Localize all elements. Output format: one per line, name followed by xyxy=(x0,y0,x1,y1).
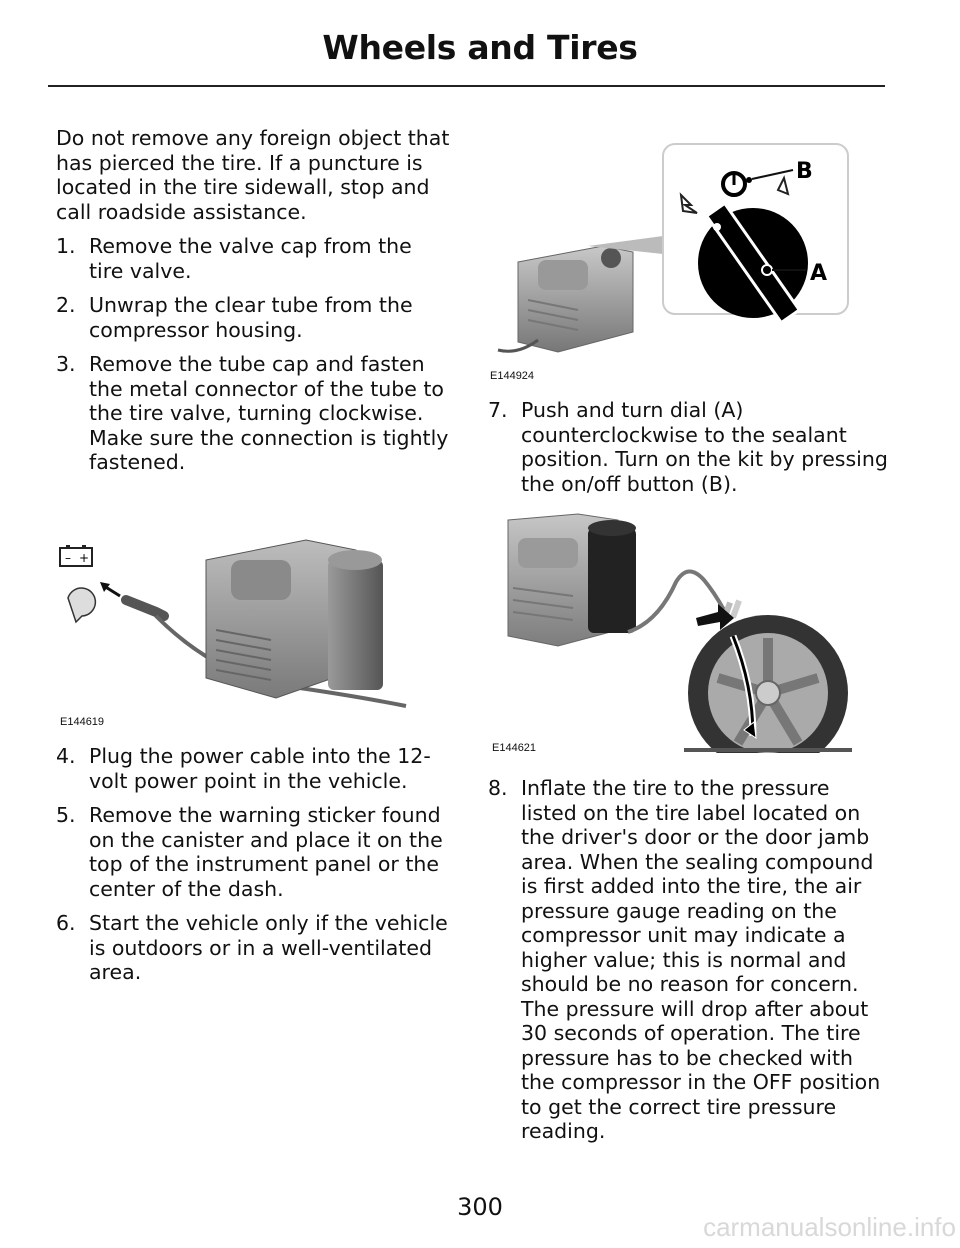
step-text: Remove the warning sticker found on the canister and place it on the top of the instrument panel or the center of the dash. xyxy=(89,803,443,901)
left-column xyxy=(56,126,451,475)
list-item xyxy=(56,911,451,985)
header-rule xyxy=(48,85,885,87)
step-number: 7. xyxy=(488,398,508,422)
figure-dial xyxy=(488,140,853,385)
step-text: Remove the valve cap from the tire valve. xyxy=(89,234,412,283)
step-text: Push and turn dial (A) counterclockwise to the sealant position. Turn on the kit by pressing the on/off button (B). xyxy=(521,398,888,496)
step-number: 3. xyxy=(56,352,76,376)
right-column xyxy=(488,398,888,496)
svg-text:–: – xyxy=(65,551,71,565)
left-column-lower xyxy=(56,744,451,985)
step-text: Unwrap the clear tube from the compressor housing. xyxy=(89,293,413,342)
step-text: Start the vehicle only if the vehicle is outdoors or in a well-ventilated area. xyxy=(89,911,448,984)
step-number: 4. xyxy=(56,744,76,768)
step-text: Remove the tube cap and fasten the metal connector of the tube to the tire valve, turning clockwise. Make sure the connection is tightly fastened. xyxy=(89,352,449,474)
step-text: Inflate the tire to the pressure listed on the tire label located on the driver's door or the door jamb area. When the sealing compound is first added into the tire, the air pressure gauge reading on the compressor unit may indicate a higher value; this is normal and should be no reason for concern. The pressure will drop after about 30 seconds of operation. The tire pressure has to be checked with the compressor in the OFF position to get the correct tire pressure reading. xyxy=(521,776,881,1143)
battery-icon xyxy=(60,546,92,566)
step-number: 2. xyxy=(56,293,76,317)
step-number: 8. xyxy=(488,776,508,800)
power-plug-illustration xyxy=(56,520,436,730)
list-item xyxy=(488,776,888,1144)
step-number: 6. xyxy=(56,911,76,935)
intro-paragraph: Do not remove any foreign object that has pierced the tire. If a puncture is located in the tire sidewall, stop and call roadside assistance. xyxy=(56,126,450,224)
figure-code: E144924 xyxy=(490,370,535,382)
figure-wheel xyxy=(488,508,858,758)
label-b: B xyxy=(796,159,813,184)
figure-code: E144619 xyxy=(60,716,105,728)
list-item xyxy=(56,744,451,793)
page-number: 300 xyxy=(457,1193,503,1221)
list-item xyxy=(488,398,888,496)
step-number: 1. xyxy=(56,234,76,258)
label-a: A xyxy=(810,261,828,286)
list-item xyxy=(56,803,451,901)
figure-code: E144621 xyxy=(492,742,537,754)
step-number: 5. xyxy=(56,803,76,827)
list-item xyxy=(56,352,451,475)
wheel-illustration xyxy=(488,508,858,753)
step-text: Plug the power cable into the 12-volt power point in the vehicle. xyxy=(89,744,431,793)
page-title: Wheels and Tires xyxy=(322,28,638,67)
list-item xyxy=(56,293,451,342)
figure-power-plug xyxy=(56,520,436,730)
list-item xyxy=(56,234,451,283)
svg-text:+: + xyxy=(79,551,90,565)
right-column-lower xyxy=(488,776,888,1144)
dial-illustration xyxy=(488,140,853,375)
watermark: carmanualsonline.info xyxy=(703,1212,956,1242)
